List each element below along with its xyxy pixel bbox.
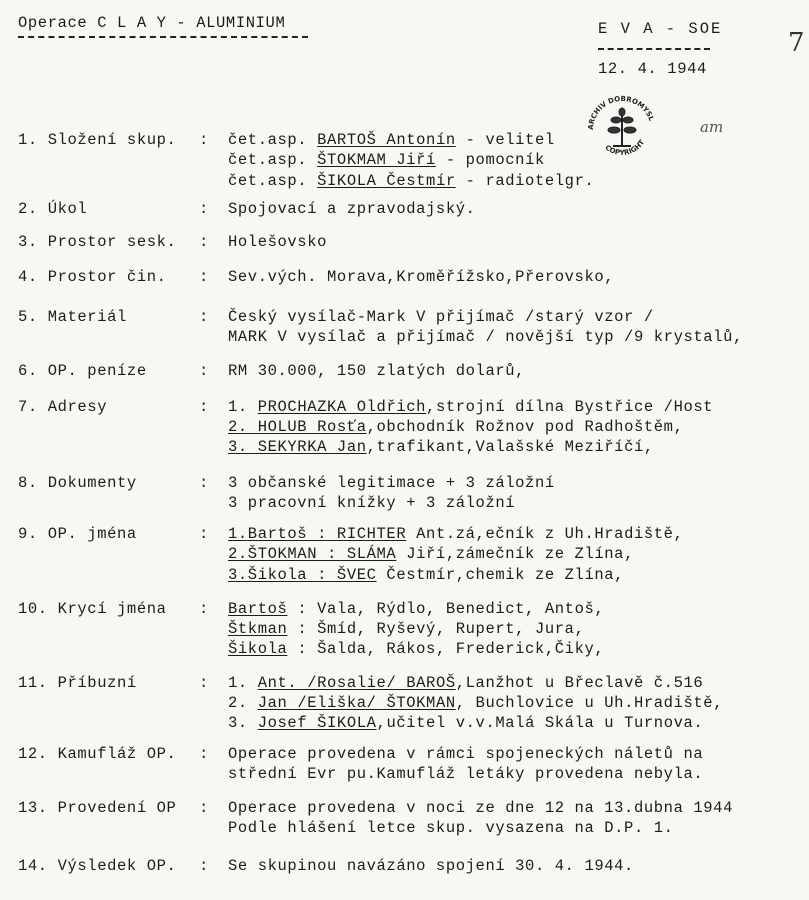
item-colon: : <box>199 857 209 875</box>
item-label: 6. OP. peníze <box>18 362 147 380</box>
item-colon: : <box>199 525 209 543</box>
item-value-line: 3. SEKYRKA Jan,trafikant,Valašské Meziříčí, <box>228 438 654 456</box>
handwritten-signature: am <box>700 118 724 136</box>
item-value-line: Operace provedena v rámci spojeneckých náletů na <box>228 745 704 763</box>
item-value-line: 1.Bartoš : RICHTER Ant.zá,ečník z Uh.Hradiště, <box>228 525 684 543</box>
item-colon: : <box>199 268 209 286</box>
item-value-line: 2. Jan /Eliška/ ŠTOKMAN, Buchlovice u Uh.Hradiště, <box>228 694 724 712</box>
svg-text:COPYRIGHT: COPYRIGHT <box>603 138 647 157</box>
item-colon: : <box>199 233 209 251</box>
item-value-line: čet.asp. BARTOŠ Antonín - velitel <box>228 131 555 149</box>
item-value-line: 3. Josef ŠIKOLA,učitel v.v.Malá Skála u Turnova. <box>228 714 704 732</box>
archive-stamp <box>583 88 661 166</box>
item-colon: : <box>199 362 209 380</box>
item-colon: : <box>199 131 209 149</box>
item-value-line: 1. Ant. /Rosalie/ BAROŠ,Lanžhot u Břeclavě č.516 <box>228 674 704 692</box>
header-dash-line <box>598 48 710 50</box>
item-colon: : <box>199 308 209 326</box>
item-value-line: Holešovsko <box>228 233 328 251</box>
item-label: 1. Složení skup. <box>18 131 177 149</box>
item-value-line: RM 30.000, 150 zlatých dolarů, <box>228 362 526 380</box>
item-value-line: Šikola : Šalda, Rákos, Frederick,Čiky, <box>228 640 605 658</box>
item-colon: : <box>199 600 209 618</box>
item-label: 7. Adresy <box>18 398 108 416</box>
item-colon: : <box>199 674 209 692</box>
stamp-seal-icon <box>583 88 661 166</box>
item-label: 2. Úkol <box>18 200 88 218</box>
svg-text:ARCHIV DOBROMYSL: ARCHIV DOBROMYSL <box>586 94 656 131</box>
item-label: 8. Dokumenty <box>18 474 137 492</box>
item-value-line: střední Evr pu.Kamufláž letáky provedena nebyla. <box>228 765 704 783</box>
corner-mark: 7 <box>788 28 805 58</box>
item-value-line: Se skupinou navázáno spojení 30. 4. 1944. <box>228 857 634 875</box>
item-value-line: Spojovací a zpravodajský. <box>228 200 476 218</box>
item-value-line: 3.Šikola : ŠVEC Čestmír,chemik ze Zlína, <box>228 566 625 584</box>
item-colon: : <box>199 745 209 763</box>
item-label: 10. Krycí jména <box>18 600 167 618</box>
item-value-line: Sev.vých. Morava,Kroměřížsko,Přerovsko, <box>228 268 615 286</box>
item-label: 9. OP. jména <box>18 525 137 543</box>
item-value-line: 2. HOLUB Rosťa,obchodník Rožnov pod Radhoštěm, <box>228 418 684 436</box>
item-value-line: 2.ŠTOKMAN : SLÁMA Jiří,zámečník ze Zlína, <box>228 545 634 563</box>
item-value-line: MARK V vysílač a přijímač / novější typ /9 krystalů, <box>228 328 743 346</box>
item-label: 14. Výsledek OP. <box>18 857 177 875</box>
item-colon: : <box>199 200 209 218</box>
eva-soe-header: E V A - SOE <box>598 20 723 38</box>
operation-title: Operace C L A Y - ALUMINIUM <box>18 14 308 38</box>
item-label: 5. Materiál <box>18 308 127 326</box>
item-colon: : <box>199 474 209 492</box>
item-value-line: Štkman : Šmíd, Ryševý, Rupert, Jura, <box>228 620 585 638</box>
item-value-line: 3 pracovní knížky + 3 záložní <box>228 494 516 512</box>
item-value-line: čet.asp. ŠIKOLA Čestmír - radiotelgr. <box>228 172 595 190</box>
item-value-line: čet.asp. ŠTOKMAM Jiří - pomocník <box>228 151 545 169</box>
item-value-line: 1. PROCHAZKA Oldřich,strojní dílna Bystřice /Host <box>228 398 714 416</box>
item-label: 12. Kamufláž OP. <box>18 745 177 763</box>
item-value-line: Český vysílač-Mark V přijímač /starý vzor / <box>228 308 654 326</box>
document-date: 12. 4. 1944 <box>598 60 707 78</box>
item-value-line: Podle hlášení letce skup. vysazena na D.P. 1. <box>228 819 674 837</box>
item-label: 4. Prostor čin. <box>18 268 167 286</box>
item-value-line: 3 občanské legitimace + 3 záložní <box>228 474 555 492</box>
item-label: 13. Provedení OP <box>18 799 177 817</box>
item-colon: : <box>199 398 209 416</box>
item-label: 11. Příbuzní <box>18 674 137 692</box>
item-value-line: Operace provedena v noci ze dne 12 na 13.dubna 1944 <box>228 799 733 817</box>
item-value-line: Bartoš : Vala, Rýdlo, Benedict, Antoš, <box>228 600 605 618</box>
item-label: 3. Prostor sesk. <box>18 233 177 251</box>
item-colon: : <box>199 799 209 817</box>
